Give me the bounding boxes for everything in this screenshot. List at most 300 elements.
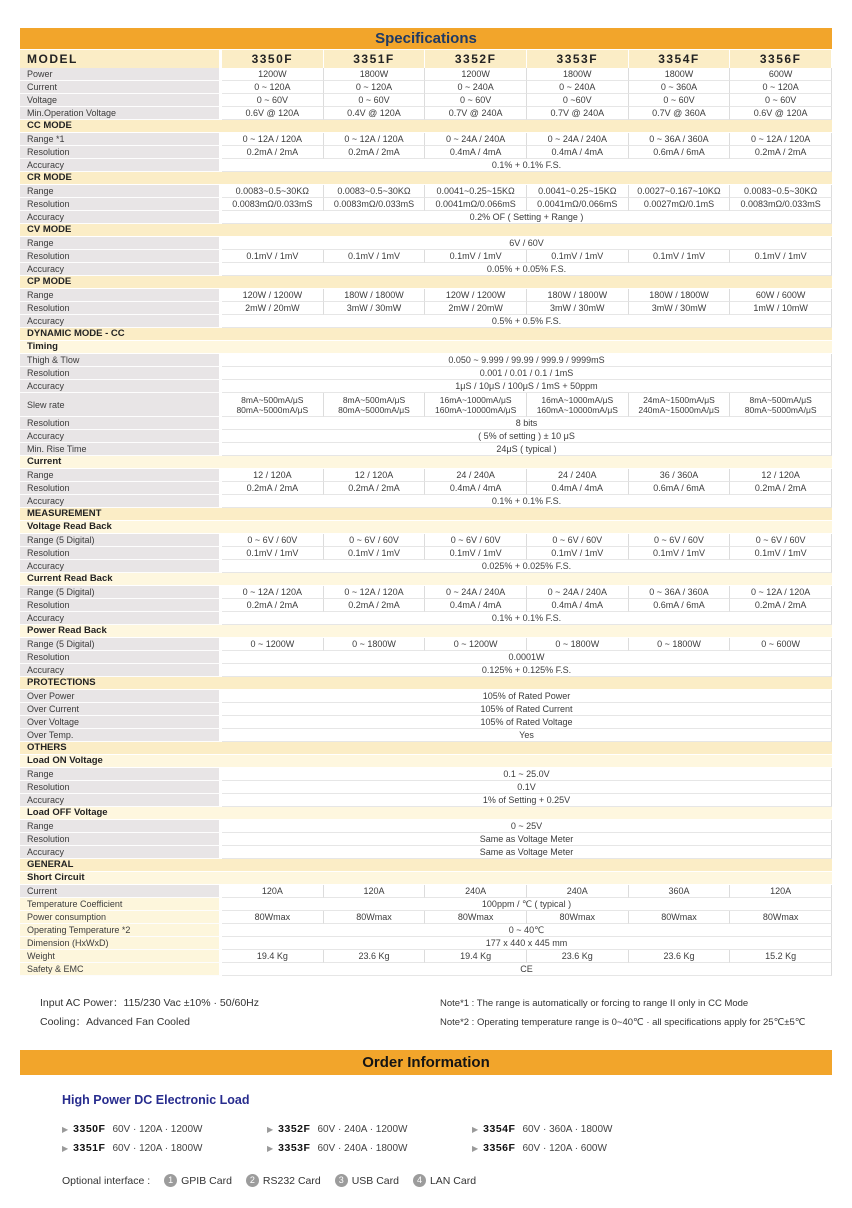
table-row [20, 703, 832, 716]
table-row [20, 729, 832, 742]
row-label: Accuracy [20, 211, 222, 224]
spec-cell: 0.2mA / 2mA [730, 146, 832, 159]
table-row [20, 456, 832, 469]
spec-cell: 0.1mV / 1mV [629, 547, 731, 560]
interface-chip-label: LAN Card [429, 1174, 477, 1187]
table-row [20, 482, 832, 495]
subsection-header-cell: Timing [20, 341, 832, 354]
spec-cell: 0 ~ 1200W [425, 638, 527, 651]
spec-cell: 80Wmax [222, 911, 324, 924]
table-row [20, 443, 832, 456]
spec-cell: 3mW / 30mW [324, 302, 426, 315]
interface-chip [335, 1174, 399, 1187]
footnotes-right [440, 994, 828, 1032]
row-label: Accuracy [20, 560, 222, 573]
spec-cell: 0 ~ 1800W [324, 638, 426, 651]
spec-cell-line: 16mA~1000mA/μS [439, 394, 512, 405]
spec-cell-line: 80mA~5000mA/μS [338, 404, 410, 415]
numbered-circle-icon: 3 [335, 1174, 348, 1187]
spec-cell: 0 ~ 240A [527, 81, 629, 94]
row-label: Over Current [20, 703, 222, 716]
model-column-header: 3352F [425, 50, 527, 68]
table-row [20, 833, 832, 846]
spec-cell: 0.2mA / 2mA [324, 146, 426, 159]
order-model-item [267, 1140, 472, 1156]
row-label: Over Power [20, 690, 222, 703]
spec-cell [730, 393, 832, 417]
spec-cell: 1200W [222, 68, 324, 81]
spec-cell [629, 393, 731, 417]
table-row [20, 133, 832, 146]
row-label: Accuracy [20, 315, 222, 328]
table-row [20, 185, 832, 198]
spec-cell: 12 / 120A [222, 469, 324, 482]
table-row [20, 430, 832, 443]
row-label: Resolution [20, 367, 222, 380]
table-row [20, 521, 832, 534]
order-model-number: 3356F [483, 1142, 516, 1154]
spec-cell: 180W / 1800W [527, 289, 629, 302]
row-label: Range [20, 289, 222, 302]
spec-cell: 0.2mA / 2mA [324, 599, 426, 612]
spec-cell: 12 / 120A [324, 469, 426, 482]
spec-cell [324, 393, 426, 417]
row-label: Min. Rise Time [20, 443, 222, 456]
spec-cell: 0.1mV / 1mV [730, 250, 832, 263]
spec-span-cell: 8 bits [222, 417, 832, 430]
spec-span-cell: 0.1V [222, 781, 832, 794]
spec-cell: 0 ~60V [527, 94, 629, 107]
numbered-circle-icon: 4 [413, 1174, 426, 1187]
spec-cell: 0.0027~0.167~10KΩ [629, 185, 731, 198]
table-row [20, 625, 832, 638]
interface-chip-list [150, 1174, 476, 1187]
spec-cell: 0.1mV / 1mV [527, 547, 629, 560]
model-column-header: 3351F [324, 50, 426, 68]
spec-cell: 0.6mA / 6mA [629, 482, 731, 495]
spec-cell: 0 ~ 12A / 120A [730, 133, 832, 146]
spec-cell: 0.0041~0.25~15KΩ [527, 185, 629, 198]
input-ac-power-note: Input AC Power：115/230 Vac ±10% · 50/60Hz [40, 997, 259, 1009]
section-header-cell: CR MODE [20, 172, 832, 185]
table-row [20, 937, 832, 950]
table-row [20, 315, 832, 328]
interface-chip-label: GPIB Card [181, 1174, 232, 1187]
datasheet-page [20, 0, 832, 1187]
spec-cell: 3mW / 30mW [629, 302, 731, 315]
row-label: Resolution [20, 250, 222, 263]
table-row [20, 534, 832, 547]
spec-cell: 0 ~ 6V / 60V [324, 534, 426, 547]
order-information-header-bar [20, 1050, 832, 1075]
spec-span-cell: 0.1% + 0.1% F.S. [222, 612, 832, 625]
table-row [20, 872, 832, 885]
row-label: Resolution [20, 146, 222, 159]
row-label: Resolution [20, 781, 222, 794]
spec-cell: 0.2mA / 2mA [730, 599, 832, 612]
table-row [20, 159, 832, 172]
order-model-item [62, 1121, 267, 1137]
spec-cell: 0 ~ 120A [730, 81, 832, 94]
table-row [20, 846, 832, 859]
row-label: Min.Operation Voltage [20, 107, 222, 120]
subsection-header-cell: Current [20, 456, 832, 469]
note-1: Note*1 : The range is automatically or forcing to range II only in CC Mode [440, 998, 749, 1009]
table-row [20, 755, 832, 768]
spec-cell: 19.4 Kg [425, 950, 527, 963]
spec-span-cell: 177 x 440 x 445 mm [222, 937, 832, 950]
row-label: Over Voltage [20, 716, 222, 729]
spec-cell [222, 393, 324, 417]
row-label: Range [20, 185, 222, 198]
spec-cell: 0 ~ 360A [629, 81, 731, 94]
spec-span-cell: 0 ~ 40℃ [222, 924, 832, 937]
spec-cell: 0.1mV / 1mV [425, 547, 527, 560]
spec-cell: 0 ~ 12A / 120A [222, 133, 324, 146]
spec-cell: 0.2mA / 2mA [222, 146, 324, 159]
spec-span-cell: 1μS / 10μS / 100μS / 1mS + 50ppm [222, 380, 832, 393]
row-label: Accuracy [20, 159, 222, 172]
subsection-header-cell: Power Read Back [20, 625, 832, 638]
table-row [20, 211, 832, 224]
spec-cell-line: 160mA~10000mA/μS [536, 404, 618, 415]
spec-span-cell: 6V / 60V [222, 237, 832, 250]
table-row [20, 328, 832, 341]
spec-cell: 36 / 360A [629, 469, 731, 482]
table-row [20, 950, 832, 963]
spec-cell: 0.4mA / 4mA [425, 482, 527, 495]
spec-cell: 23.6 Kg [324, 950, 426, 963]
table-row [20, 508, 832, 521]
spec-cell: 1200W [425, 68, 527, 81]
spec-cell: 80Wmax [527, 911, 629, 924]
specifications-title: Specifications [375, 30, 477, 47]
spec-span-cell: 100ppm / ℃ ( typical ) [222, 898, 832, 911]
row-label: Weight [20, 950, 222, 963]
spec-cell: 0.1mV / 1mV [324, 250, 426, 263]
table-row [20, 820, 832, 833]
spec-cell: 240A [425, 885, 527, 898]
order-model-spec: 60V · 240A · 1800W [317, 1142, 408, 1154]
spec-cell: 0 ~ 1800W [527, 638, 629, 651]
spec-cell: 0.0083mΩ/0.033mS [324, 198, 426, 211]
spec-cell: 0.1mV / 1mV [222, 250, 324, 263]
spec-span-cell: 0.025% + 0.025% F.S. [222, 560, 832, 573]
subsection-header-cell: Load OFF Voltage [20, 807, 832, 820]
numbered-circle-icon: 2 [246, 1174, 259, 1187]
table-row [20, 276, 832, 289]
subsection-header-cell: Load ON Voltage [20, 755, 832, 768]
section-header-cell: GENERAL [20, 859, 832, 872]
spec-cell: 360A [629, 885, 731, 898]
spec-span-cell: 24μS ( typical ) [222, 443, 832, 456]
spec-cell: 0.1mV / 1mV [730, 547, 832, 560]
interface-chip [413, 1174, 476, 1187]
table-row [20, 924, 832, 937]
subsection-header-cell: Current Read Back [20, 573, 832, 586]
table-row [20, 172, 832, 185]
row-label: Resolution [20, 198, 222, 211]
spec-cell: 1800W [629, 68, 731, 81]
table-row [20, 250, 832, 263]
model-column-header: 3350F [222, 50, 324, 68]
spec-cell: 0 ~ 24A / 240A [425, 586, 527, 599]
spec-cell: 0.1mV / 1mV [324, 547, 426, 560]
spec-cell: 0.1mV / 1mV [425, 250, 527, 263]
spec-span-cell: 0.1% + 0.1% F.S. [222, 495, 832, 508]
table-row [20, 495, 832, 508]
table-row [20, 638, 832, 651]
spec-span-cell: Yes [222, 729, 832, 742]
table-row [20, 198, 832, 211]
optional-interface-label: Optional interface : [62, 1174, 151, 1187]
row-label: Range (5 Digital) [20, 638, 222, 651]
order-product-title: High Power DC Electronic Load [62, 1093, 250, 1107]
spec-cell: 0.6mA / 6mA [629, 146, 731, 159]
row-label: Range (5 Digital) [20, 586, 222, 599]
row-label: Range *1 [20, 133, 222, 146]
table-row [20, 380, 832, 393]
row-label: Range [20, 768, 222, 781]
order-model-spec: 60V · 120A · 1800W [112, 1142, 203, 1154]
spec-span-cell: 1% of Setting + 0.25V [222, 794, 832, 807]
model-column-header: 3353F [527, 50, 629, 68]
table-row [20, 354, 832, 367]
table-row [20, 367, 832, 380]
right-triangle-icon: ▶ [267, 1143, 274, 1153]
spec-cell: 0 ~ 60V [629, 94, 731, 107]
table-row [20, 885, 832, 898]
table-row [20, 898, 832, 911]
section-header-cell: CV MODE [20, 224, 832, 237]
spec-cell: 0.2mA / 2mA [730, 482, 832, 495]
row-label: Slew rate [20, 393, 222, 417]
row-label: Resolution [20, 417, 222, 430]
table-row [20, 94, 832, 107]
spec-cell: 120A [222, 885, 324, 898]
row-label: Safety & EMC [20, 963, 222, 976]
spec-cell: 0.1mV / 1mV [629, 250, 731, 263]
spec-span-cell: 0.125% + 0.125% F.S. [222, 664, 832, 677]
row-label: Accuracy [20, 430, 222, 443]
order-model-spec: 60V · 120A · 1200W [112, 1123, 203, 1135]
spec-cell: 2mW / 20mW [425, 302, 527, 315]
spec-cell: 0.4mA / 4mA [527, 146, 629, 159]
order-model-item [472, 1140, 677, 1156]
table-row [20, 716, 832, 729]
section-header-cell: CC MODE [20, 120, 832, 133]
spec-span-cell: CE [222, 963, 832, 976]
row-label: Range [20, 820, 222, 833]
table-row [20, 81, 832, 94]
spec-cell: 240A [527, 885, 629, 898]
row-label: Resolution [20, 833, 222, 846]
spec-cell: 0.0041mΩ/0.066mS [527, 198, 629, 211]
spec-cell: 0 ~ 24A / 240A [527, 133, 629, 146]
specifications-table [20, 50, 832, 976]
spec-cell: 0.0027mΩ/0.1mS [629, 198, 731, 211]
interface-chip [246, 1174, 321, 1187]
row-label: Current [20, 885, 222, 898]
row-label: Power consumption [20, 911, 222, 924]
row-label: Dimension (HxWxD) [20, 937, 222, 950]
row-label: Range [20, 469, 222, 482]
spec-cell: 15.2 Kg [730, 950, 832, 963]
row-label: Range (5 Digital) [20, 534, 222, 547]
table-row [20, 963, 832, 976]
order-model-item [472, 1121, 677, 1137]
spec-cell: 23.6 Kg [629, 950, 731, 963]
cooling-note: Cooling：Advanced Fan Cooled [40, 1016, 191, 1028]
spec-cell: 0.2mA / 2mA [324, 482, 426, 495]
order-model-number: 3352F [278, 1123, 311, 1135]
spec-cell: 1mW / 10mW [730, 302, 832, 315]
table-row [20, 664, 832, 677]
section-header-cell: DYNAMIC MODE - CC [20, 328, 832, 341]
spec-cell: 0.7V @ 240A [527, 107, 629, 120]
numbered-circle-icon: 1 [164, 1174, 177, 1187]
spec-span-cell: ( 5% of setting ) ± 10 μS [222, 430, 832, 443]
table-row [20, 237, 832, 250]
row-label: Accuracy [20, 263, 222, 276]
table-row [20, 263, 832, 276]
spec-span-cell: 0.1 ~ 25.0V [222, 768, 832, 781]
table-row [20, 469, 832, 482]
note-2: Note*2 : Operating temperature range is 0~40℃ · all specifications apply for 25℃±5℃ [440, 1017, 806, 1028]
spec-cell: 3mW / 30mW [527, 302, 629, 315]
table-row [20, 224, 832, 237]
spec-cell: 0.4mA / 4mA [527, 599, 629, 612]
spec-cell: 0 ~ 36A / 360A [629, 133, 731, 146]
spec-span-cell: 0.0001W [222, 651, 832, 664]
spec-cell: 0 ~ 6V / 60V [629, 534, 731, 547]
spec-cell: 0 ~ 120A [324, 81, 426, 94]
spec-cell: 0 ~ 1200W [222, 638, 324, 651]
order-information-title: Order Information [362, 1054, 490, 1071]
right-triangle-icon: ▶ [472, 1124, 479, 1134]
row-label: Accuracy [20, 846, 222, 859]
spec-cell: 0 ~ 12A / 120A [222, 586, 324, 599]
spec-cell-line: 8mA~500mA/μS [241, 394, 304, 405]
order-model-item [62, 1140, 267, 1156]
table-row [20, 599, 832, 612]
table-row [20, 612, 832, 625]
spec-cell: 0.4mA / 4mA [425, 146, 527, 159]
spec-span-cell: 105% of Rated Voltage [222, 716, 832, 729]
section-header-cell: PROTECTIONS [20, 677, 832, 690]
spec-cell: 1800W [324, 68, 426, 81]
spec-cell: 80Wmax [425, 911, 527, 924]
spec-cell-line: 16mA~1000mA/μS [541, 394, 614, 405]
table-row [20, 341, 832, 354]
section-header-cell: MEASUREMENT [20, 508, 832, 521]
table-row [20, 107, 832, 120]
spec-cell: 0.7V @ 240A [425, 107, 527, 120]
spec-span-cell: 0.1% + 0.1% F.S. [222, 159, 832, 172]
spec-span-cell: 0.5% + 0.5% F.S. [222, 315, 832, 328]
row-label: Accuracy [20, 794, 222, 807]
right-triangle-icon: ▶ [472, 1143, 479, 1153]
order-model-spec: 60V · 120A · 600W [522, 1142, 607, 1154]
spec-cell: 24 / 240A [425, 469, 527, 482]
table-row [20, 859, 832, 872]
spec-cell-line: 80mA~5000mA/μS [744, 404, 817, 415]
spec-cell: 0 ~ 6V / 60V [527, 534, 629, 547]
order-model-spec: 60V · 360A · 1800W [522, 1123, 613, 1135]
spec-cell: 120A [324, 885, 426, 898]
spec-cell: 24 / 240A [527, 469, 629, 482]
spec-cell: 0 ~ 36A / 360A [629, 586, 731, 599]
spec-cell: 180W / 1800W [629, 289, 731, 302]
spec-cell: 0.1mV / 1mV [527, 250, 629, 263]
row-label: Temperature Coefficient [20, 898, 222, 911]
table-row [20, 651, 832, 664]
specifications-header-bar [20, 28, 832, 49]
table-row [20, 781, 832, 794]
order-model-item [267, 1121, 472, 1137]
right-triangle-icon: ▶ [267, 1124, 274, 1134]
spec-cell: 0 ~ 12A / 120A [730, 586, 832, 599]
interface-chip-label: RS232 Card [262, 1174, 321, 1187]
spec-cell: 1800W [527, 68, 629, 81]
spec-cell: 0 ~ 24A / 240A [425, 133, 527, 146]
table-row [20, 794, 832, 807]
spec-cell: 0.4mA / 4mA [425, 599, 527, 612]
order-model-number: 3351F [73, 1142, 106, 1154]
spec-cell: 0.4mA / 4mA [527, 482, 629, 495]
right-triangle-icon: ▶ [62, 1124, 69, 1134]
spec-cell: 0 ~ 60V [222, 94, 324, 107]
row-label: Resolution [20, 482, 222, 495]
table-row [20, 911, 832, 924]
spec-cell: 0 ~ 1800W [629, 638, 731, 651]
interface-chip [164, 1174, 232, 1187]
spec-cell: 0 ~ 24A / 240A [527, 586, 629, 599]
spec-cell: 0.6V @ 120A [222, 107, 324, 120]
spec-cell: 0.0041mΩ/0.066mS [425, 198, 527, 211]
spec-span-cell: 0.050 ~ 9.999 / 99.99 / 999.9 / 9999mS [222, 354, 832, 367]
spec-cell: 0 ~ 12A / 120A [324, 586, 426, 599]
spec-span-cell: 0.05% + 0.05% F.S. [222, 263, 832, 276]
spec-cell-line: 80mA~5000mA/μS [236, 404, 309, 415]
spec-cell: 180W / 1800W [324, 289, 426, 302]
row-label: Accuracy [20, 495, 222, 508]
model-column-header: 3356F [730, 50, 832, 68]
spec-cell-line: 240mA~15000mA/μS [638, 404, 720, 415]
table-row [20, 742, 832, 755]
spec-cell-line: 8mA~500mA/μS [342, 394, 406, 405]
row-label: Resolution [20, 302, 222, 315]
spec-cell: 80Wmax [629, 911, 731, 924]
order-model-number: 3350F [73, 1123, 106, 1135]
spec-cell: 0 ~ 60V [324, 94, 426, 107]
spec-span-cell: Same as Voltage Meter [222, 846, 832, 859]
subsection-header-cell: Short Circuit [20, 872, 832, 885]
section-header-cell: OTHERS [20, 742, 832, 755]
spec-span-cell: Same as Voltage Meter [222, 833, 832, 846]
row-label: Over Temp. [20, 729, 222, 742]
spec-cell: 19.4 Kg [222, 950, 324, 963]
row-label: Thigh & Tlow [20, 354, 222, 367]
table-row [20, 68, 832, 81]
spec-cell: 0.0083mΩ/0.033mS [730, 198, 832, 211]
spec-cell: 0 ~ 6V / 60V [730, 534, 832, 547]
spec-cell: 0.6mA / 6mA [629, 599, 731, 612]
footnotes-left [40, 994, 440, 1032]
spec-cell: 0.0083mΩ/0.033mS [222, 198, 324, 211]
spec-span-cell: 0 ~ 25V [222, 820, 832, 833]
order-model-number: 3354F [483, 1123, 516, 1135]
